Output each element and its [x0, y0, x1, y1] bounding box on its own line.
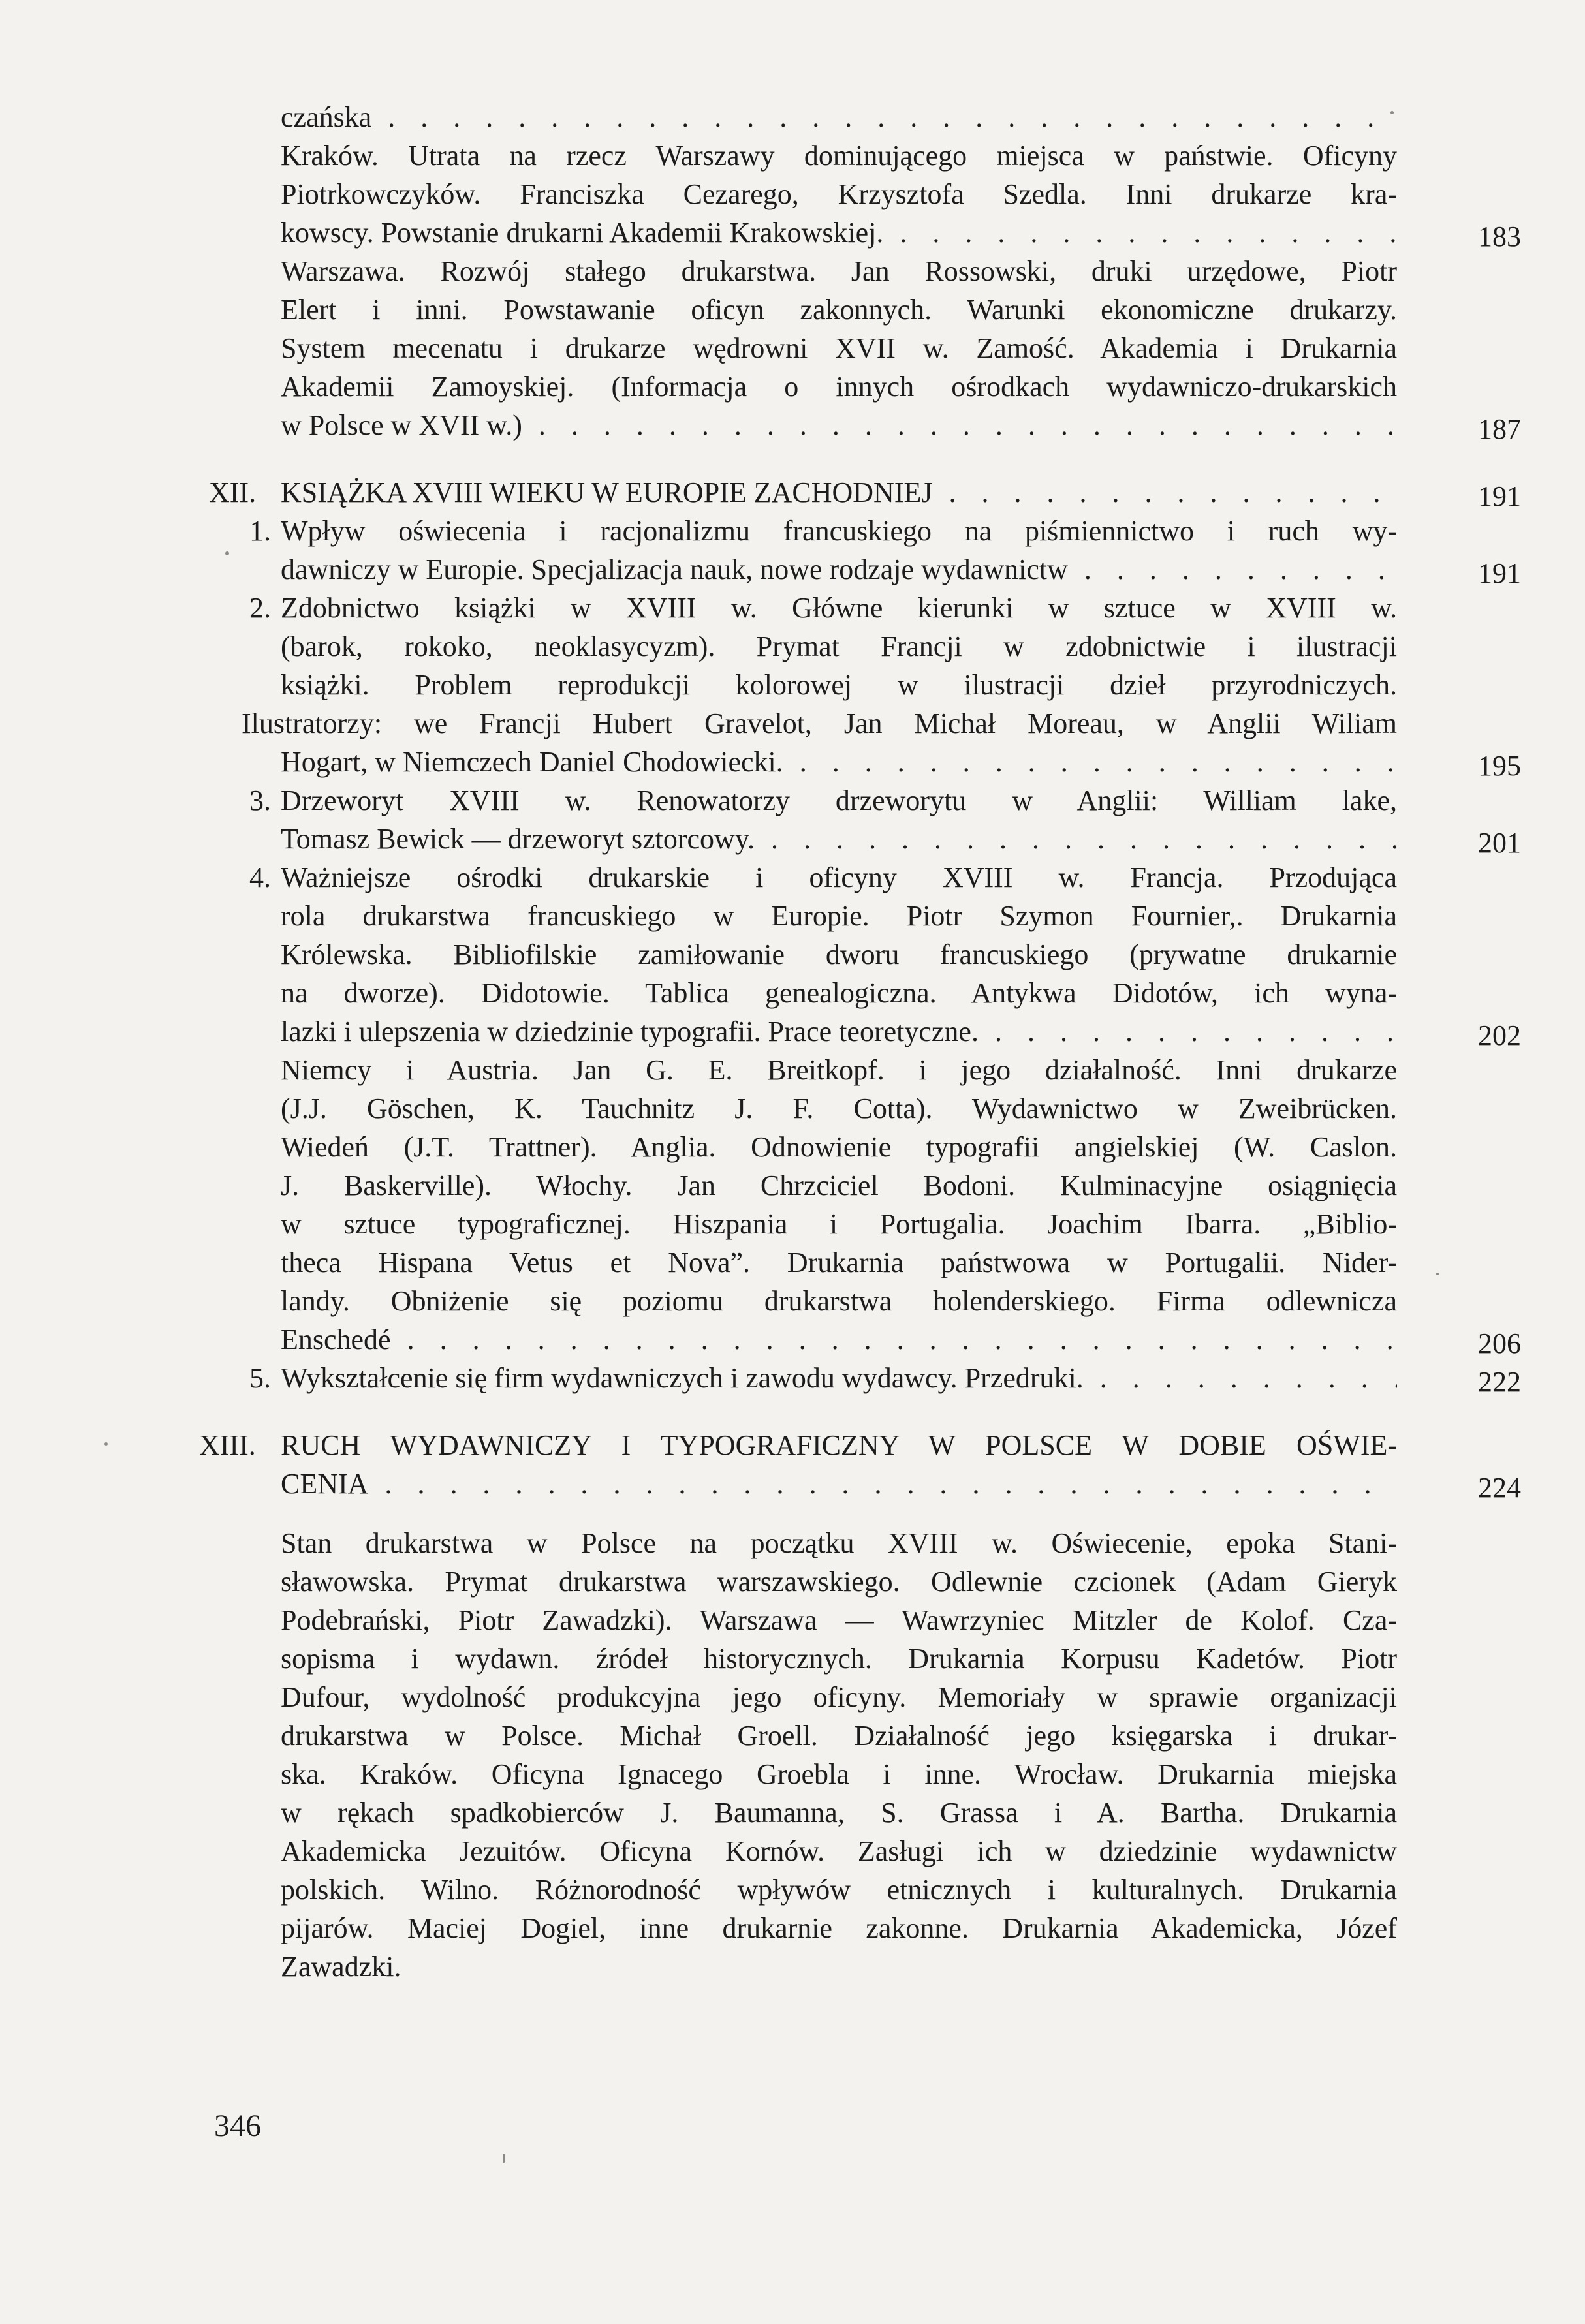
- chapter-numeral: XIII.: [199, 1429, 256, 1461]
- page-number: 195: [1478, 750, 1521, 782]
- item-number: 2.: [249, 592, 271, 624]
- toc-line: kowscy. Powstanie drukarni Akademii Krakowskiej. . . . 183: [281, 213, 1521, 252]
- page-number: 201: [1478, 827, 1521, 859]
- scan-speck: [503, 2154, 505, 2163]
- toc-line: sławowska. Prymat drukarstwa warszawskiego. Odlewnie czcionek (Adam Gieryk: [281, 1566, 1397, 1598]
- toc-line: (J.J. Göschen, K. Tauchnitz J. F. Cotta). Wydawnictwo w Zweibrücken.: [281, 1092, 1397, 1124]
- toc-line: Hogart, w Niemczech Daniel Chodowiecki. . . . 195: [281, 743, 1521, 781]
- toc-line: Niemcy i Austria. Jan G. E. Breitkopf. i jego działalność. Inni drukarze: [281, 1054, 1397, 1086]
- toc-line: Zawadzki.: [281, 1951, 401, 1983]
- item-number: 3.: [249, 784, 271, 816]
- item-number: 5.: [249, 1362, 271, 1394]
- toc-line: ska. Kraków. Oficyna Ignacego Groebla i inne. Wrocław. Drukarnia miejska: [281, 1758, 1397, 1790]
- toc-line: landy. Obniżenie się poziomu drukarstwa holenderskiego. Firma odlewnicza: [281, 1285, 1397, 1317]
- page-number: 187: [1478, 413, 1521, 445]
- toc-line: 3. Drzeworyt XVIII w. Renowatorzy drzeworytu w Anglii: William lake,: [281, 781, 1521, 820]
- toc-line: Stan drukarstwa w Polsce na początku XVIII w. Oświecenie, epoka Stani-: [281, 1527, 1397, 1559]
- page-number: 224: [1478, 1472, 1521, 1504]
- toc-line: na dworze). Didotowie. Tablica genealogiczna. Antykwa Didotów, ich wyna-: [281, 977, 1397, 1009]
- toc-line: System mecenatu i drukarze wędrowni XVII w. Zamość. Akademia i Drukarnia: [281, 332, 1397, 364]
- toc-line: 2. Zdobnictwo książki w XVIII w. Główne kierunki w sztuce w XVIII w.: [281, 589, 1521, 627]
- chapter-heading: [199, 1426, 1521, 1464]
- toc-line: Królewska. Bibliofilskie zamiłowanie dworu francuskiego (prywatne drukarnie: [281, 938, 1397, 970]
- toc-line: lazki i ulepszenia w dziedzinie typografii. Prace teoretyczne. . . . 202: [281, 1012, 1521, 1051]
- scan-speck: [225, 551, 229, 555]
- toc-line: Warszawa. Rozwój stałego drukarstwa. Jan Rossowski, druki urzędowe, Piotr: [281, 255, 1397, 287]
- toc-line: czańska . . .: [281, 98, 1521, 136]
- toc-line: sopisma i wydawn. źródeł historycznych. Drukarnia Korpusu Kadetów. Piotr: [281, 1643, 1397, 1675]
- toc-line: w sztuce typograficznej. Hiszpania i Portugalia. Joachim Ibarra. „Biblio-: [281, 1208, 1397, 1240]
- chapter-title: RUCH WYDAWNICZY I TYPOGRAFICZNY W POLSCE W DOBIE OŚWIE-: [281, 1429, 1397, 1461]
- toc-line: polskich. Wilno. Różnorodność wpływów etnicznych i kulturalnych. Drukarnia: [281, 1874, 1397, 1906]
- toc-line: w Polsce w XVII w.) . . . 187: [281, 406, 1521, 444]
- toc-line: dawniczy w Europie. Specjalizacja nauk, nowe rodzaje wydawnictw . . . 191: [281, 550, 1521, 589]
- toc-line: Dufour, wydolność produkcyjna jego oficyny. Memoriały w sprawie organizacji: [281, 1681, 1397, 1713]
- toc-line: Elert i inni. Powstawanie oficyn zakonnych. Warunki ekonomiczne drukarzy.: [281, 294, 1397, 326]
- toc-line: 1. Wpływ oświecenia i racjonalizmu francuskiego na piśmiennictwo i ruch wy-: [281, 512, 1521, 550]
- toc-line: J. Baskerville). Włochy. Jan Chrzciciel Bodoni. Kulminacyjne osiągnięcia: [281, 1170, 1397, 1201]
- item-number: 1.: [249, 515, 271, 547]
- toc-line: Tomasz Bewick — drzeworyt sztorcowy. . . . 201: [281, 820, 1521, 858]
- toc-line: drukarstwa w Polsce. Michał Groell. Działalność jego księgarska i drukar-: [281, 1720, 1397, 1752]
- toc-line: 4. Ważniejsze ośrodki drukarskie i oficyny XVIII w. Francja. Przodująca: [281, 858, 1521, 897]
- chapter-numeral: XII.: [209, 476, 257, 508]
- page-number: 191: [1478, 557, 1521, 589]
- chapter-heading: [281, 1464, 1521, 1503]
- toc-line: Wiedeń (J.T. Trattner). Anglia. Odnowienie typografii angielskiej (W. Caslon.: [281, 1131, 1397, 1163]
- toc-line: Enschedé . . . 206: [281, 1320, 1521, 1359]
- toc-line: w rękach spadkobierców J. Baumanna, S. Grassa i A. Bartha. Drukarnia: [281, 1797, 1397, 1829]
- toc-line: Akademii Zamoyskiej. (Informacja o innych ośrodkach wydawniczo-drukarskich: [281, 371, 1397, 403]
- toc-line: Podebrański, Piotr Zawadzki). Warszawa — Wawrzyniec Mitzler de Kolof. Cza-: [281, 1604, 1397, 1636]
- chapter-heading: [209, 473, 1521, 512]
- toc-line: rola drukarstwa francuskiego w Europie. Piotr Szymon Fournier,. Drukarnia: [281, 900, 1397, 932]
- toc-line: theca Hispana Vetus et Nova”. Drukarnia państwowa w Portugalii. Nider-: [281, 1247, 1397, 1278]
- page-number: 191: [1478, 480, 1521, 512]
- page-number: 183: [1478, 221, 1521, 253]
- toc-line: 5. Wykształcenie się firm wydawniczych i zawodu wydawcy. Przedruki. . . . 222: [281, 1359, 1521, 1397]
- table-of-contents: [199, 98, 1521, 1986]
- toc-line: Akademicka Jezuitów. Oficyna Kornów. Zasługi ich w dziedzinie wydawnictw: [281, 1835, 1397, 1867]
- toc-line: książki. Problem reprodukcji kolorowej w ilustracji dzieł przyrodniczych.: [281, 669, 1397, 701]
- chapter-title: CENIA . . .: [281, 1464, 1397, 1503]
- page-number: 206: [1478, 1327, 1521, 1359]
- scan-speck: [104, 1442, 108, 1446]
- toc-line: Ilustratorzy: we Francji Hubert Gravelot, Jan Michał Moreau, w Anglii Wiliam: [242, 707, 1397, 739]
- toc-line: Piotrkowczyków. Franciszka Cezarego, Krzysztofa Szedla. Inni drukarze kra-: [281, 178, 1397, 210]
- item-number: 4.: [249, 861, 271, 893]
- page-number: 202: [1478, 1019, 1521, 1051]
- page-number: 222: [1478, 1366, 1521, 1398]
- toc-line: (barok, rokoko, neoklasycyzm). Prymat Francji w zdobnictwie i ilustracji: [281, 630, 1397, 662]
- chapter-title: KSIĄŻKA XVIII WIEKU W EUROPIE ZACHODNIEJ . . .: [281, 473, 1397, 512]
- toc-line: Kraków. Utrata na rzecz Warszawy dominującego miejsca w państwie. Oficyny: [281, 140, 1397, 172]
- toc-line: pijarów. Maciej Dogiel, inne drukarnie zakonne. Drukarnia Akademicka, Józef: [281, 1912, 1397, 1944]
- page-folio: 346: [214, 2109, 261, 2143]
